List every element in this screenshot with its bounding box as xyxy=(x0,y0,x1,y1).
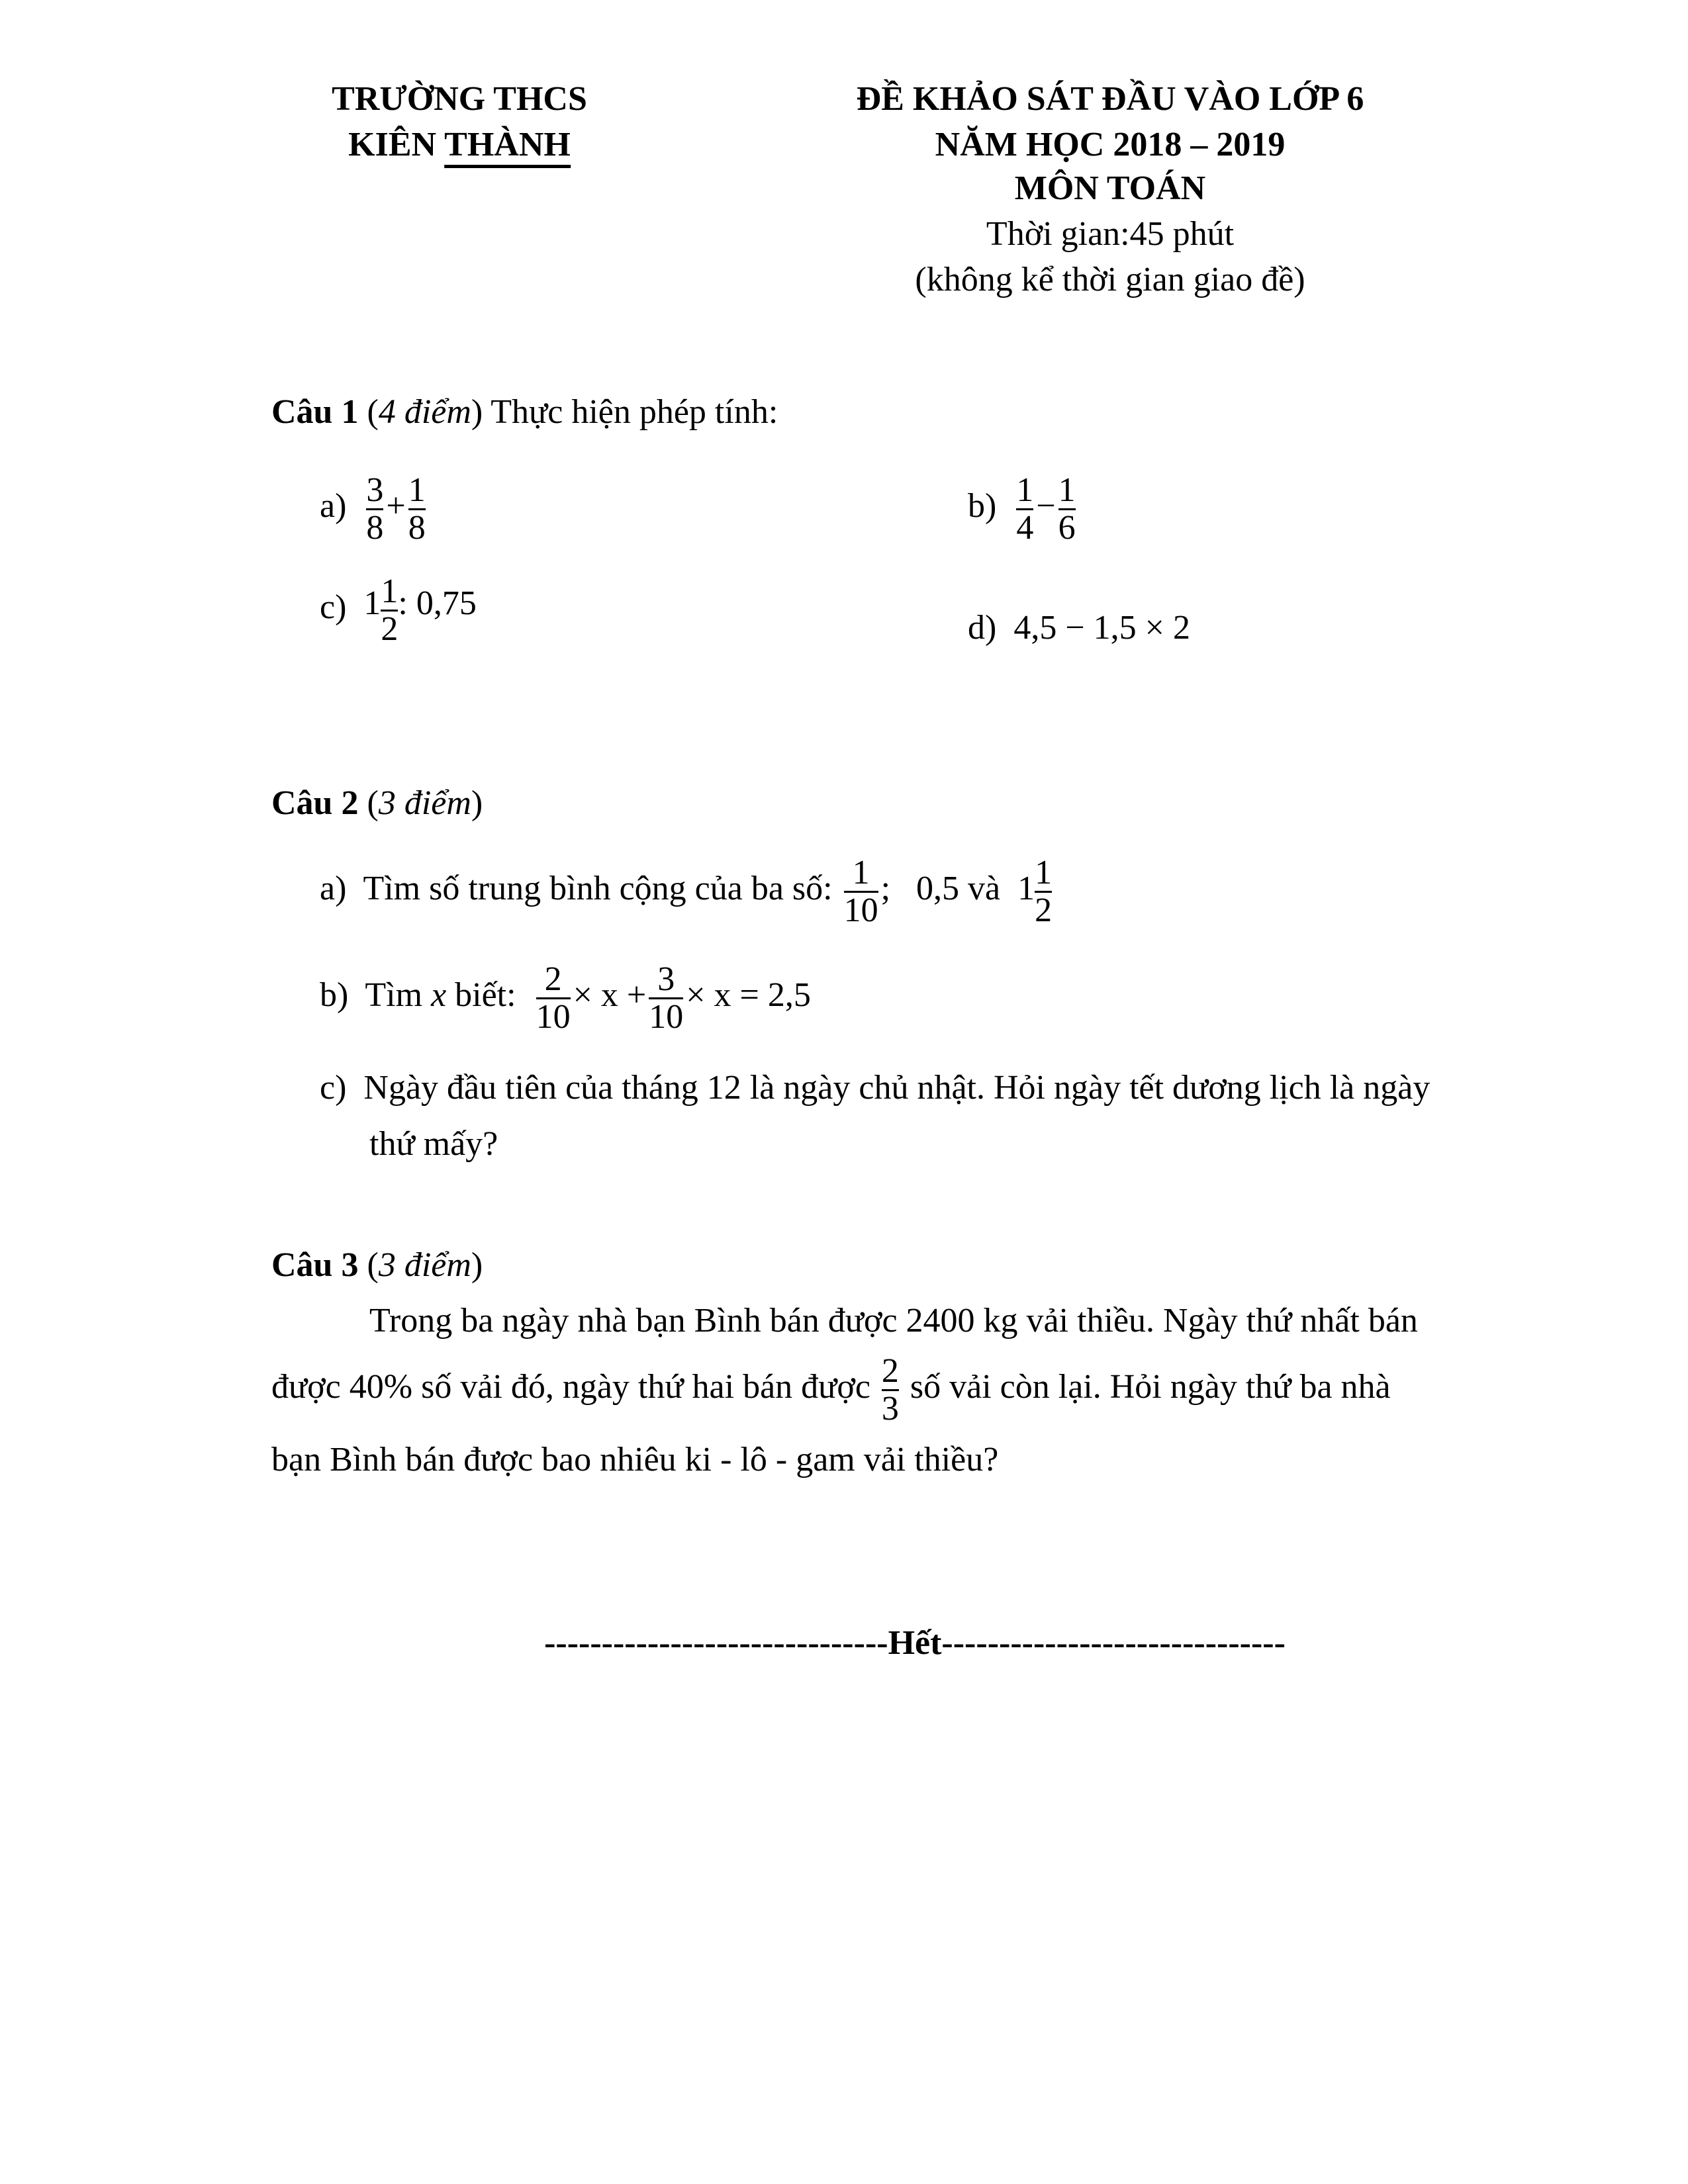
school-year: NĂM HỌC 2018 – 2019 xyxy=(935,126,1286,163)
question-1-heading: Câu 1 (4 điểm) Thực hiện phép tính: xyxy=(271,393,778,431)
question-2a: a) Tìm số trung bình cộng của ba số: $\frac{1}{10}$ ; 0,5 và 1 $\frac{1}{2}$ xyxy=(320,853,1053,929)
question-2-heading: Câu 2 (3 điểm) xyxy=(271,784,483,822)
question-1d: d) 4,5 − 1,5 × 2 xyxy=(968,609,1190,647)
question-3-line1: Trong ba ngày nhà bạn Bình bán được 2400 kg vải thiều. Ngày thứ nhất bán xyxy=(369,1302,1418,1340)
school-name-line2: KIÊN THÀNH xyxy=(348,124,571,165)
subject: MÔN TOÁN xyxy=(1014,169,1206,207)
question-1a: a) $\frac{3}{8}$ + $\frac{1}{8}$ xyxy=(320,471,426,547)
question-1c: c) 1 $\frac{1}{2}$ : 0,75 xyxy=(320,572,477,648)
question-3-heading: Câu 3 (3 điểm) xyxy=(271,1246,483,1284)
exam-time: Thời gian:45 phút xyxy=(986,215,1235,253)
question-3-line2: được 40% số vải đó, ngày thứ hai bán được $\frac{2}{3}$ số vải còn lại. Hỏi ngày thứ ba nhà xyxy=(271,1351,1391,1428)
question-2b: b) Tìm x biết: $\frac{2}{10}$ × x + $\frac{3}{10}$ × x = 2,5 xyxy=(320,960,811,1036)
question-2c: c) Ngày đầu tiên của tháng 12 là ngày chủ nhật. Hỏi ngày tết dương lịch là ngày xyxy=(320,1069,1430,1107)
school-name-line1: TRƯỜNG THCS xyxy=(332,80,587,118)
exam-title: ĐỀ KHẢO SÁT ĐẦU VÀO LỚP 6 xyxy=(856,80,1364,118)
end-marker: ------------------------------Hết------------------------------ xyxy=(544,1624,1286,1662)
question-3-line3: bạn Bình bán được bao nhiêu ki - lô - gam vải thiều? xyxy=(271,1441,999,1479)
question-1b: b) $\frac{1}{4}$ − $\frac{1}{6}$ xyxy=(968,471,1076,547)
exam-time-note: (không kể thời gian giao đề) xyxy=(915,261,1305,298)
question-2c-continued: thứ mấy? xyxy=(369,1125,498,1163)
